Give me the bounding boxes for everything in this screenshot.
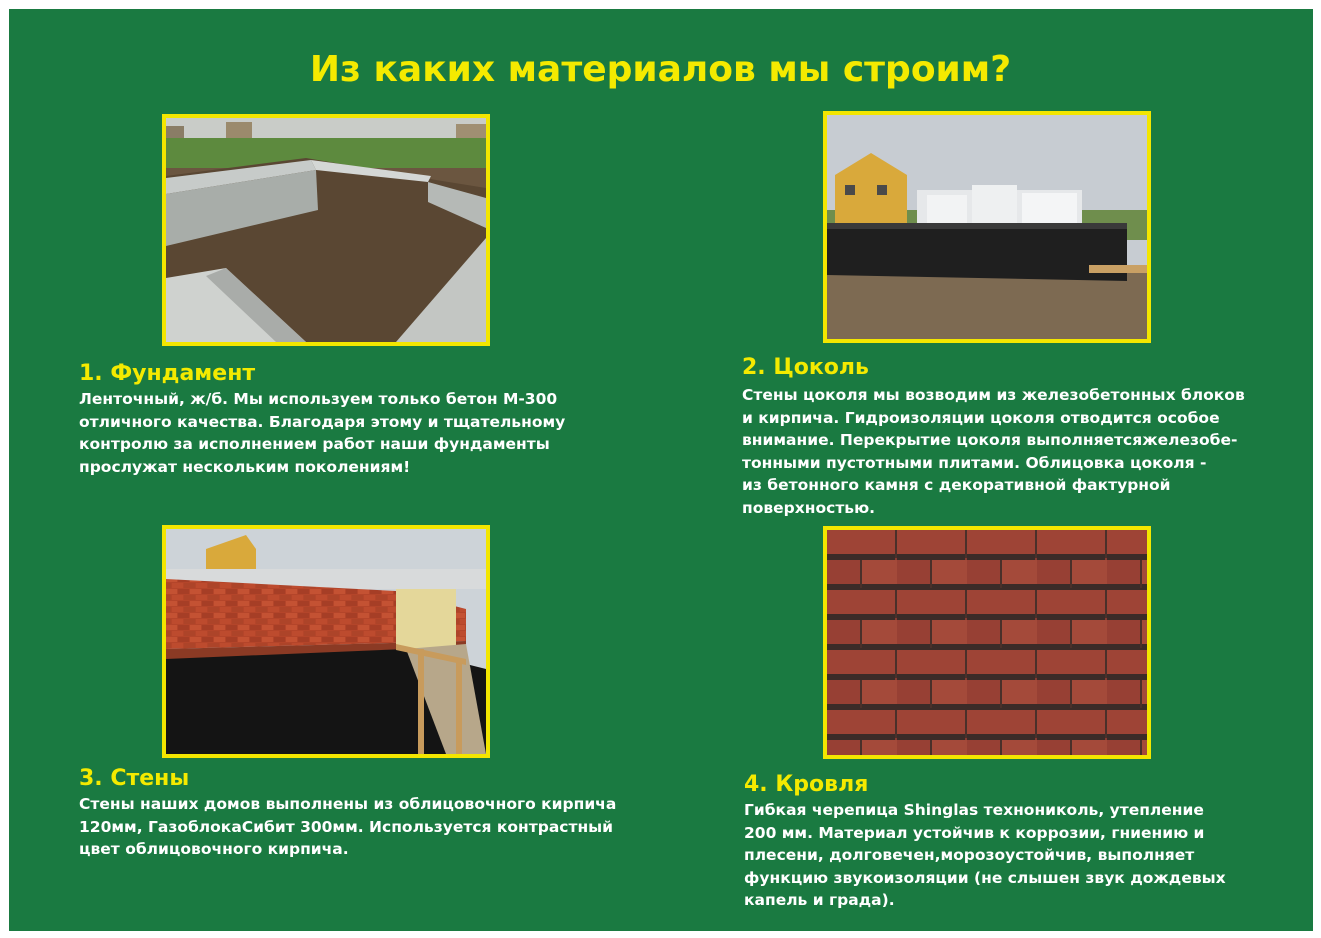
section-text-plinth <box>742 384 1245 519</box>
text-line: контролю за исполнением работ наши фундаменты <box>79 435 550 453</box>
section-text-walls <box>79 793 616 861</box>
text-line: и кирпича. Гидроизоляции цоколя отводится особое <box>742 408 1220 427</box>
section-title-walls: 3. Стены <box>79 766 190 791</box>
text-line: 120мм, ГазоблокаСибит 300мм. Используется контрастный <box>79 817 614 836</box>
section-title-roof: 4. Кровля <box>744 772 869 797</box>
text-line: прослужат нескольким поколениям! <box>79 457 411 476</box>
section-title-plinth: 2. Цоколь <box>742 355 869 380</box>
text-line: функцию звукоизоляции (не слышен звук дождевых <box>744 868 1226 887</box>
section-text-roof <box>744 799 1226 912</box>
text-line: из бетонного камня с декоративной фактурной <box>742 476 1171 494</box>
walls-photo <box>162 525 490 758</box>
text-line: отличного качества. Благодаря этому и тщательному <box>79 412 566 431</box>
text-line: 200 мм. Материал устойчив к коррозии, гниению и <box>744 823 1205 842</box>
section-text-foundation <box>79 388 565 478</box>
text-line: Стены наших домов выполнены из облицовочного кирпича <box>79 795 617 813</box>
text-line: Ленточный, ж/б. Мы используем только бетон М-300 <box>79 390 558 408</box>
roof-photo <box>823 526 1151 759</box>
text-line: плесени, долговечен,морозоустойчив, выполняет <box>744 846 1195 864</box>
text-line: Гибкая черепица Shinglas технониколь, утепление <box>744 801 1204 819</box>
text-line: тонными пустотными плитами. Облицовка цоколя - <box>742 453 1207 472</box>
plinth-photo <box>823 111 1151 343</box>
text-line: поверхностью. <box>742 498 876 517</box>
text-line: капель и града). <box>744 891 895 909</box>
section-title-foundation: 1. Фундамент <box>79 361 256 386</box>
text-line: Стены цоколя мы возводим из железобетонных блоков <box>742 386 1245 404</box>
text-line: внимание. Перекрытие цоколя выполняетсяжелезобе- <box>742 431 1238 449</box>
text-line: цвет облицовочного кирпича. <box>79 840 349 858</box>
page-title: Из каких материалов мы строим? <box>309 49 1012 90</box>
foundation-photo <box>162 114 490 346</box>
